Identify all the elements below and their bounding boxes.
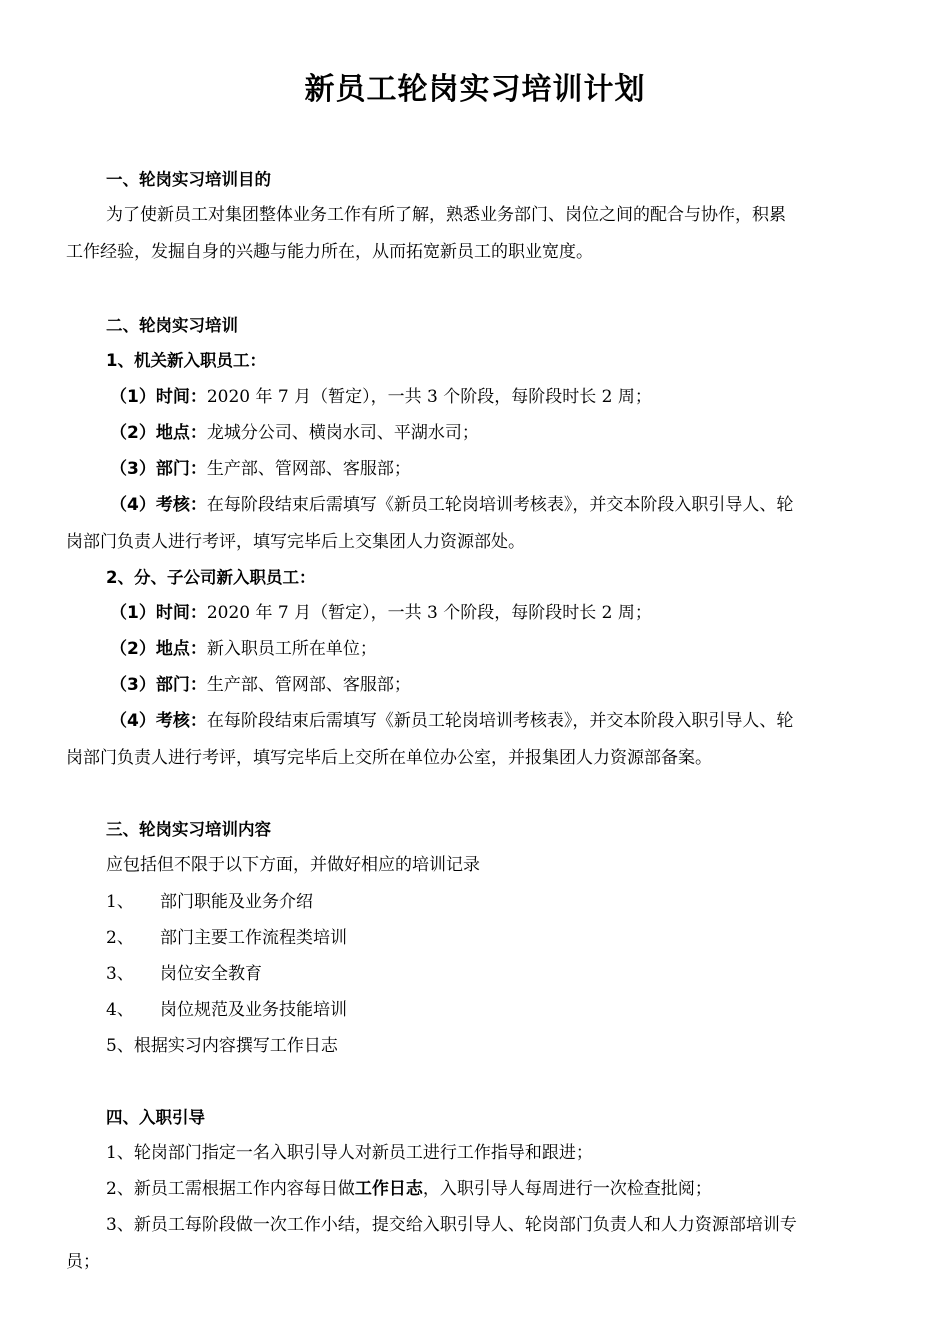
list-text: 岗位规范及业务技能培训 xyxy=(160,1000,347,1020)
list-item xyxy=(106,998,347,1022)
item-label: （2）地点： xyxy=(110,423,207,443)
item-text: 2020 年 7 月（暂定），一共 3 个阶段，每阶段时长 2 周； xyxy=(206,603,652,623)
sub-2-item-3 xyxy=(110,673,411,697)
sub-2-item-4 xyxy=(110,709,793,733)
section-4-heading: 四、入职引导 xyxy=(106,1108,205,1127)
item-label: （3）部门： xyxy=(110,675,207,695)
section-3-heading: 三、轮岗实习培训内容 xyxy=(106,820,271,839)
item-label: （3）部门： xyxy=(110,459,207,479)
list-item xyxy=(106,926,347,950)
list-text: 部门职能及业务介绍 xyxy=(160,892,313,912)
section-4-line-3: 3、新员工每阶段做一次工作小结，提交给入职引导人、轮岗部门负责人和人力资源部培训专 xyxy=(106,1215,797,1235)
line-text: ，入职引导人每周进行一次检查批阅； xyxy=(422,1179,712,1199)
page-title: 新员工轮岗实习培训计划 xyxy=(304,72,646,107)
item-text: 在每阶段结束后需填写《新员工轮岗培训考核表》，并交本阶段入职引导人、轮 xyxy=(206,495,794,515)
item-text: 龙城分公司、横岗水司、平湖水司； xyxy=(206,423,479,443)
sub-1-item-4 xyxy=(110,493,793,517)
section-1-paragraph-line-1: 为了使新员工对集团整体业务工作有所了解，熟悉业务部门、岗位之间的配合与协作，积累 xyxy=(106,205,786,225)
list-item xyxy=(106,962,262,986)
list-item xyxy=(106,890,313,914)
section-3-intro: 应包括但不限于以下方面，并做好相应的培训记录 xyxy=(106,855,480,875)
item-label: （1）时间： xyxy=(110,603,207,623)
item-text: 新入职员工所在单位； xyxy=(206,639,377,659)
list-text: 岗位安全教育 xyxy=(160,964,262,984)
item-text: 2020 年 7 月（暂定），一共 3 个阶段，每阶段时长 2 周； xyxy=(206,387,652,407)
section-2-sub-1-heading: 1、机关新入职员工： xyxy=(106,351,266,370)
sub-2-item-2 xyxy=(110,637,377,661)
list-number: 3、 xyxy=(106,964,134,984)
sub-2-item-1 xyxy=(110,601,652,625)
list-number: 2、 xyxy=(106,928,134,948)
sub-1-item-2 xyxy=(110,421,479,445)
section-4-line-3-continuation: 员； xyxy=(66,1252,100,1272)
list-number: 4、 xyxy=(106,1000,134,1020)
line-text: 2、新员工需根据工作内容每日做 xyxy=(106,1179,355,1199)
list-number: 1、 xyxy=(106,892,134,912)
item-text: 生产部、管网部、客服部； xyxy=(206,459,411,479)
emphasis-text: 工作日志 xyxy=(354,1179,423,1199)
item-label: （1）时间： xyxy=(110,387,207,407)
list-text: 部门主要工作流程类培训 xyxy=(160,928,347,948)
section-1-paragraph-line-2: 工作经验，发掘自身的兴趣与能力所在，从而拓宽新员工的职业宽度。 xyxy=(66,242,593,262)
section-1-heading: 一、轮岗实习培训目的 xyxy=(106,170,271,189)
section-2-sub-2-heading: 2、分、子公司新入职员工： xyxy=(106,568,316,587)
section-2-heading: 二、轮岗实习培训 xyxy=(106,316,238,335)
sub-1-item-3 xyxy=(110,457,411,481)
section-4-line-2 xyxy=(106,1177,712,1201)
item-label: （2）地点： xyxy=(110,639,207,659)
sub-1-item-1 xyxy=(110,385,652,409)
item-label: （4）考核： xyxy=(110,711,207,731)
item-text: 生产部、管网部、客服部； xyxy=(206,675,411,695)
sub-2-item-4-continuation: 岗部门负责人进行考评，填写完毕后上交所在单位办公室，并报集团人力资源部备案。 xyxy=(66,748,712,768)
section-4-line-1: 1、轮岗部门指定一名入职引导人对新员工进行工作指导和跟进； xyxy=(106,1143,593,1163)
item-label: （4）考核： xyxy=(110,495,207,515)
sub-1-item-4-continuation: 岗部门负责人进行考评，填写完毕后上交集团人力资源部处。 xyxy=(66,532,525,552)
item-text: 在每阶段结束后需填写《新员工轮岗培训考核表》，并交本阶段入职引导人、轮 xyxy=(206,711,794,731)
list-item: 5、根据实习内容撰写工作日志 xyxy=(106,1036,338,1056)
